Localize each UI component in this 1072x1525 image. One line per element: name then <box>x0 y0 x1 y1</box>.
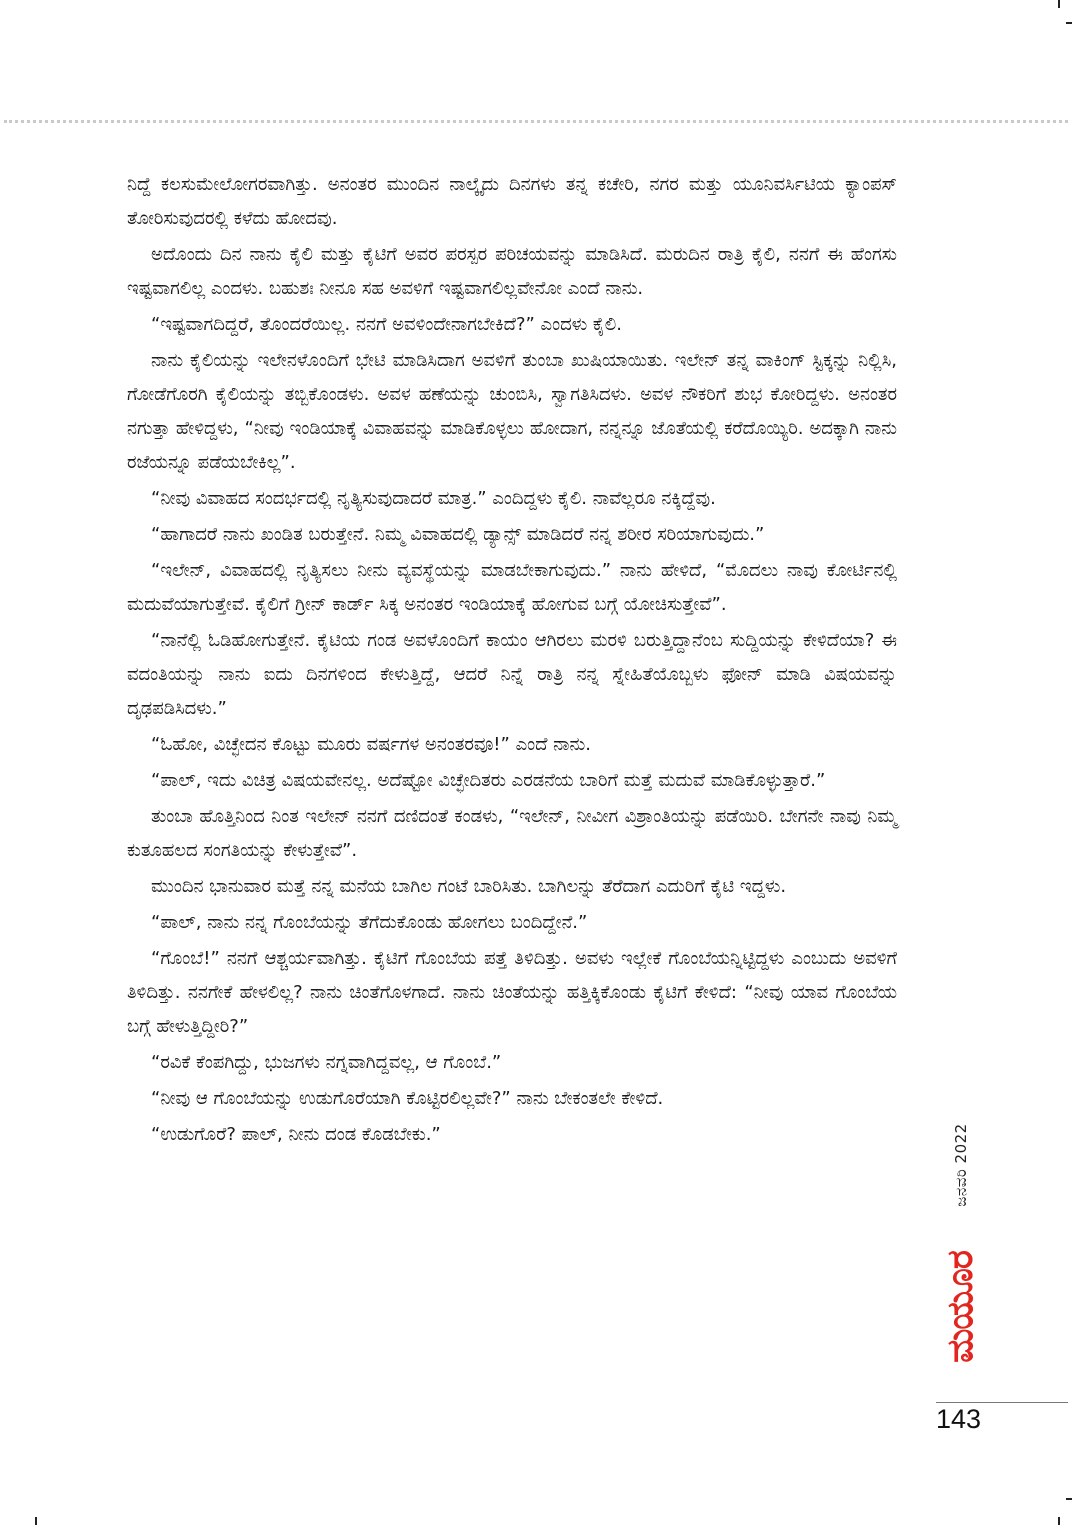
paragraph: ತುಂಬಾ ಹೊತ್ತಿನಿಂದ ನಿಂತ ಇಲೇನ್ ನನಗೆ ದಣಿದಂತೆ ಕಂಡಳು, “ಇಲೇನ್, ನೀವೀಗ ವಿಶ್ರಾಂತಿಯನ್ನು ಪಡೆಯಿರಿ. ಬೇಗನೇ ನಾವು ನಿಮ್ಮ ಕುತೂಹಲದ ಸಂಗತಿಯನ್ನು ಕೇಳುತ್ತೇವೆ”. <box>127 806 897 861</box>
paragraph: ಮುಂದಿನ ಭಾನುವಾರ ಮತ್ತೆ ನನ್ನ ಮನೆಯ ಬಾಗಿಲ ಗಂಟೆ ಬಾರಿಸಿತು. ಬಾಗಿಲನ್ನು ತೆರೆದಾಗ ಎದುರಿಗೆ ಕೈಟಿ ಇದ್ದಳು. <box>151 876 787 897</box>
paragraph: “ಉಡುಗೊರೆ? ಪಾಲ್, ನೀನು ದಂಡ ಕೊಡಬೇಕು.” <box>151 1124 441 1145</box>
issue-date-text: ಜನವರಿ 2022 <box>952 1123 970 1207</box>
magazine-name: ಮಯೂರ <box>940 1251 981 1363</box>
paragraph: “ಓಹೋ, ವಿಚ್ಛೇದನ ಕೊಟ್ಟು ಮೂರು ವರ್ಷಗಳ ಅನಂತರವೂ!” ಎಂದೆ ನಾನು. <box>151 734 591 755</box>
crop-mark <box>1066 22 1072 24</box>
paragraph: “ಇಲೇನ್, ವಿವಾಹದಲ್ಲಿ ನೃತ್ಯಿಸಲು ನೀನು ವ್ಯವಸ್ಥೆಯನ್ನು ಮಾಡಬೇಕಾಗುವುದು.” ನಾನು ಹೇಳಿದೆ, “ಮೊದಲು ನಾವು ಕೋರ್ಟಿನಲ್ಲಿ ಮದುವೆಯಾಗುತ್ತೇವೆ. ಕೈಲಿಗೆ ಗ್ರೀನ್ ಕಾರ್ಡ್ ಸಿಕ್ಕ ಅನಂತರ ಇಂಡಿಯಾಕ್ಕೆ ಹೋಗುವ ಬಗ್ಗೆ ಯೋಚಿಸುತ್ತೇವೆ”. <box>127 560 897 615</box>
page-number: 143 <box>936 1404 982 1434</box>
paragraph: “ಹಾಗಾದರೆ ನಾನು ಖಂಡಿತ ಬರುತ್ತೇನೆ. ನಿಮ್ಮ ವಿವಾಹದಲ್ಲಿ ಡ್ಯಾನ್ಸ್ ಮಾಡಿದರೆ ನನ್ನ ಶರೀರ ಸರಿಯಾಗುವುದು.” <box>151 524 765 545</box>
paragraph: “ನಾನೆಲ್ಲಿ ಓಡಿಹೋಗುತ್ತೇನೆ. ಕೈಟಿಯ ಗಂಡ ಅವಳೊಂದಿಗೆ ಕಾಯಂ ಆಗಿರಲು ಮರಳಿ ಬರುತ್ತಿದ್ದಾನೆಂಬ ಸುದ್ದಿಯನ್ನು ಕೇಳಿದೆಯಾ? ಈ ವದಂತಿಯನ್ನು ನಾನು ಐದು ದಿನಗಳಿಂದ ಕೇಳುತ್ತಿದ್ದೆ, ಆದರೆ ನಿನ್ನೆ ರಾತ್ರಿ ನನ್ನ ಸ್ನೇಹಿತೆಯೊಬ್ಬಳು ಫೋನ್ ಮಾಡಿ ವಿಷಯವನ್ನು ದೃಢಪಡಿಸಿದಳು.” <box>127 630 897 719</box>
paragraph: “ನೀವು ವಿವಾಹದ ಸಂದರ್ಭದಲ್ಲಿ ನೃತ್ಯಿಸುವುದಾದರೆ ಮಾತ್ರ.” ಎಂದಿದ್ದಳು ಕೈಲಿ. ನಾವೆಲ್ಲರೂ ನಕ್ಕಿದ್ದೆವು. <box>151 488 716 509</box>
crop-mark <box>35 1517 37 1525</box>
paragraph: “ಗೊಂಬೆ!” ನನಗೆ ಆಶ್ಚರ್ಯವಾಗಿತ್ತು. ಕೈಟಿಗೆ ಗೊಂಬೆಯ ಪತ್ತೆ ತಿಳಿದಿತ್ತು. ಅವಳು ಇಲ್ಲೇಕೆ ಗೊಂಬೆಯನ್ನಿಟ್ಟಿದ್ದಳು ಎಂಬುದು ಅವಳಿಗೆ ತಿಳಿದಿತ್ತು. ನನಗೇಕೆ ಹೇಳಲಿಲ್ಲ? ನಾನು ಚಿಂತೆಗೊಳಗಾದೆ. ನಾನು ಚಿಂತೆಯನ್ನು ಹತ್ತಿಕ್ಕಿಕೊಂಡು ಕೈಟಿಗೆ ಕೇಳಿದೆ: “ನೀವು ಯಾವ ಗೊಂಬೆಯ ಬಗ್ಗೆ ಹೇಳುತ್ತಿದ್ದೀರಿ?” <box>127 948 897 1037</box>
magazine-logo <box>936 1232 986 1382</box>
paragraph: ಅದೊಂದು ದಿನ ನಾನು ಕೈಲಿ ಮತ್ತು ಕೈಟಿಗೆ ಅವರ ಪರಸ್ಪರ ಪರಿಚಯವನ್ನು ಮಾಡಿಸಿದೆ. ಮರುದಿನ ರಾತ್ರಿ ಕೈಲಿ, ನನಗೆ ಈ ಹೆಂಗಸು ಇಷ್ಟವಾಗಲಿಲ್ಲ ಎಂದಳು. ಬಹುಶಃ ನೀನೂ ಸಹ ಅವಳಿಗೆ ಇಷ್ಟವಾಗಲಿಲ್ಲವೇನೋ ಎಂದೆ ನಾನು. <box>127 244 897 299</box>
crop-mark <box>1058 1517 1060 1525</box>
paragraph: ನಿದ್ದೆ ಕಲಸುಮೇಲೋಗರವಾಗಿತ್ತು. ಅನಂತರ ಮುಂದಿನ ನಾಲ್ಕೈದು ದಿನಗಳು ತನ್ನ ಕಚೇರಿ, ನಗರ ಮತ್ತು ಯೂನಿವರ್ಸಿಟಿಯ ಕ್ಯಾಂಪಸ್ ತೋರಿಸುವುದರಲ್ಲಿ ಕಳೆದು ಹೋದವು. <box>127 174 897 229</box>
page-number-rule <box>936 1402 1068 1403</box>
crop-mark <box>1066 1498 1072 1500</box>
paragraph: ನಾನು ಕೈಲಿಯನ್ನು ಇಲೇನಳೊಂದಿಗೆ ಭೇಟಿ ಮಾಡಿಸಿದಾಗ ಅವಳಿಗೆ ತುಂಬಾ ಖುಷಿಯಾಯಿತು. ಇಲೇನ್ ತನ್ನ ವಾಕಿಂಗ್ ಸ್ಟಿಕ್ಕನ್ನು ನಿಲ್ಲಿಸಿ, ಗೋಡೆಗೊರಗಿ ಕೈಲಿಯನ್ನು ತಬ್ಬಿಕೊಂಡಳು. ಅವಳ ಹಣೆಯನ್ನು ಚುಂಬಿಸಿ, ಸ್ವಾಗತಿಸಿದಳು. ಅವಳ ನೌಕರಿಗೆ ಶುಭ ಕೋರಿದ್ದಳು. ಅನಂತರ ನಗುತ್ತಾ ಹೇಳಿದ್ದಳು, “ನೀವು ಇಂಡಿಯಾಕ್ಕೆ ವಿವಾಹವನ್ನು ಮಾಡಿಕೊಳ್ಳಲು ಹೋದಾಗ, ನನ್ನನ್ನೂ ಜೊತೆಯಲ್ಲಿ ಕರೆದೊಯ್ಯಿರಿ. ಅದಕ್ಕಾಗಿ ನಾನು ರಜೆಯನ್ನೂ ಪಡೆಯಬೇಕಿಲ್ಲ”. <box>127 350 897 473</box>
paragraph: “ಪಾಲ್, ನಾನು ನನ್ನ ಗೊಂಬೆಯನ್ನು ತೆಗೆದುಕೊಂಡು ಹೋಗಲು ಬಂದಿದ್ದೇನೆ.” <box>151 912 588 933</box>
paragraph: “ರವಿಕೆ ಕೆಂಪಗಿದ್ದು, ಭುಜಗಳು ನಗ್ನವಾಗಿದ್ದವಲ್ಲ, ಆ ಗೊಂಬೆ.” <box>151 1052 502 1073</box>
header-dotted-rule <box>4 120 1068 123</box>
issue-date <box>946 1105 976 1225</box>
crop-mark <box>1058 0 1060 8</box>
article-body <box>127 168 897 1154</box>
paragraph: “ಪಾಲ್, ಇದು ವಿಚಿತ್ರ ವಿಷಯವೇನಲ್ಲ. ಅದೆಷ್ಟೋ ವಿಚ್ಛೇದಿತರು ಎರಡನೆಯ ಬಾರಿಗೆ ಮತ್ತೆ ಮದುವೆ ಮಾಡಿಕೊಳ್ಳುತ್ತಾರೆ.” <box>151 770 826 791</box>
paragraph: “ಇಷ್ಟವಾಗದಿದ್ದರೆ, ತೊಂದರೆಯಿಲ್ಲ. ನನಗೆ ಅವಳಿಂದೇನಾಗಬೇಕಿದೆ?” ಎಂದಳು ಕೈಲಿ. <box>151 314 622 335</box>
paragraph: “ನೀವು ಆ ಗೊಂಬೆಯನ್ನು ಉಡುಗೊರೆಯಾಗಿ ಕೊಟ್ಟಿರಲಿಲ್ಲವೇ?” ನಾನು ಬೇಕಂತಲೇ ಕೇಳಿದೆ. <box>151 1088 664 1109</box>
